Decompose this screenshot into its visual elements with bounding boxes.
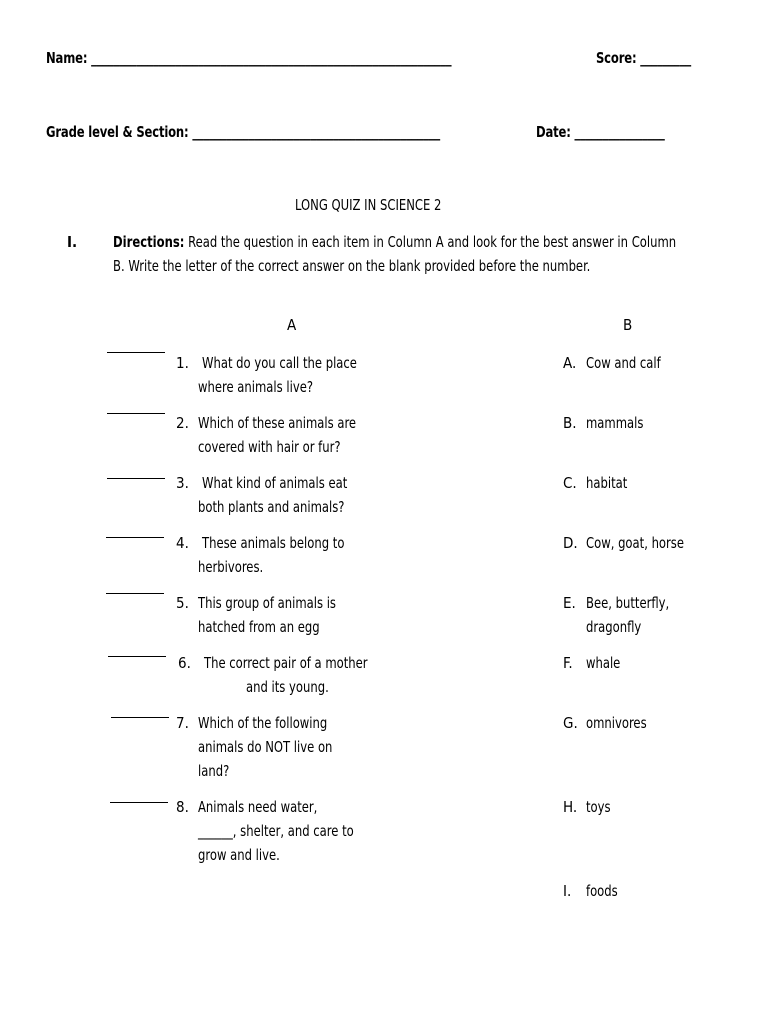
answer-letter: G.: [563, 714, 578, 732]
answer-blank[interactable]: [111, 717, 169, 718]
question-number: 6.: [178, 654, 191, 672]
answer-letter: C.: [563, 474, 577, 492]
question-line: herbivores.: [198, 558, 264, 576]
question-line: land?: [198, 762, 230, 780]
question-line: grow and live.: [198, 846, 280, 864]
answer-blank[interactable]: [108, 656, 166, 657]
question-text: [198, 591, 358, 615]
quiz-title: [295, 193, 465, 217]
directions-line-2: [113, 254, 668, 278]
answer-blank[interactable]: [110, 802, 168, 803]
answer-line: foods: [586, 882, 618, 900]
question-text: [204, 651, 394, 675]
question-number: 3.: [176, 474, 189, 492]
answer-blank[interactable]: [107, 352, 165, 353]
answer-blank[interactable]: [107, 413, 165, 414]
question-line: ______, shelter, and care to: [198, 822, 354, 840]
directions-text-1: Read the question in each item in Column A and look for the best answer in Column: [184, 233, 677, 251]
question-number: 2.: [176, 414, 189, 432]
section-numeral: I.: [67, 233, 78, 251]
answer-blank[interactable]: [106, 537, 164, 538]
answer-line: mammals: [586, 414, 644, 432]
answer-text: [586, 879, 623, 903]
answer-text: [586, 651, 626, 675]
answer-line: Cow, goat, horse: [586, 534, 684, 552]
answer-blank[interactable]: [107, 478, 165, 479]
answer-text: [586, 615, 650, 639]
question-text: [198, 375, 332, 399]
name-field: [46, 46, 517, 70]
answer-line: whale: [586, 654, 621, 672]
question-line: This group of animals is: [198, 594, 336, 612]
question-line: and its young.: [246, 678, 329, 696]
question-number: 8.: [176, 798, 189, 816]
question-text: [198, 795, 337, 819]
score-label: Score: _________: [596, 49, 691, 67]
date-label: Date: ________________: [536, 123, 665, 141]
question-line: both plants and animals?: [198, 498, 345, 516]
question-number: 5.: [176, 594, 189, 612]
name-label: Name: ________________________________________________________________: [46, 49, 452, 67]
question-text: [198, 735, 354, 759]
question-text: [198, 759, 234, 783]
answer-letter: B.: [563, 414, 577, 432]
date-field: [536, 120, 686, 144]
directions-line-1: [113, 230, 768, 254]
answer-text: [586, 711, 657, 735]
answer-blank[interactable]: [106, 593, 164, 594]
question-text: [246, 675, 342, 699]
directions-label: Directions:: [113, 233, 185, 251]
question-text: [202, 351, 382, 375]
question-line: animals do NOT live on: [198, 738, 333, 756]
question-line: Which of these animals are: [198, 414, 357, 432]
question-text: [198, 555, 274, 579]
question-text: [198, 495, 368, 519]
question-text: [198, 615, 339, 639]
answer-line: Bee, butterfly,: [586, 594, 670, 612]
question-text: [202, 531, 368, 555]
question-line: What do you call the place: [202, 354, 357, 372]
question-line: The correct pair of a mother: [204, 654, 368, 672]
answer-line: toys: [586, 798, 611, 816]
answer-text: [586, 471, 634, 495]
question-line: covered with hair or fur?: [198, 438, 341, 456]
question-line: Which of the following: [198, 714, 328, 732]
answer-line: dragonfly: [586, 618, 642, 636]
answer-line: habitat: [586, 474, 628, 492]
question-line: Animals need water,: [198, 798, 318, 816]
grade-section-label: Grade level & Section: ____________________________________________: [46, 123, 441, 141]
question-number: 7.: [176, 714, 189, 732]
question-text: [198, 411, 382, 435]
grade-section-field: [46, 120, 504, 144]
answer-text: [586, 591, 683, 615]
answer-letter: I.: [563, 882, 572, 900]
answer-letter: D.: [563, 534, 578, 552]
answer-letter: A.: [563, 354, 577, 372]
question-line: where animals live?: [198, 378, 313, 396]
question-text: [198, 819, 379, 843]
answer-letter: F.: [563, 654, 573, 672]
answer-text: [586, 795, 615, 819]
column-b-heading: B: [623, 316, 633, 334]
question-text: [198, 435, 364, 459]
score-field: [596, 46, 706, 70]
question-text: [198, 843, 293, 867]
column-a-heading: A: [287, 316, 297, 334]
quiz-title-text: LONG QUIZ IN SCIENCE 2: [295, 196, 442, 214]
question-number: 1.: [176, 354, 189, 372]
question-number: 4.: [176, 534, 189, 552]
answer-text: [586, 531, 700, 555]
question-line: hatched from an egg: [198, 618, 320, 636]
answer-text: [586, 411, 653, 435]
answer-line: omnivores: [586, 714, 647, 732]
question-line: These animals belong to: [202, 534, 345, 552]
answer-letter: E.: [563, 594, 576, 612]
answer-text: [586, 351, 673, 375]
directions-text-2: B. Write the letter of the correct answer on the blank provided before the number.: [113, 257, 591, 275]
answer-line: Cow and calf: [586, 354, 661, 372]
question-line: What kind of animals eat: [202, 474, 348, 492]
question-text: [198, 711, 348, 735]
answer-letter: H.: [563, 798, 578, 816]
question-text: [202, 471, 371, 495]
